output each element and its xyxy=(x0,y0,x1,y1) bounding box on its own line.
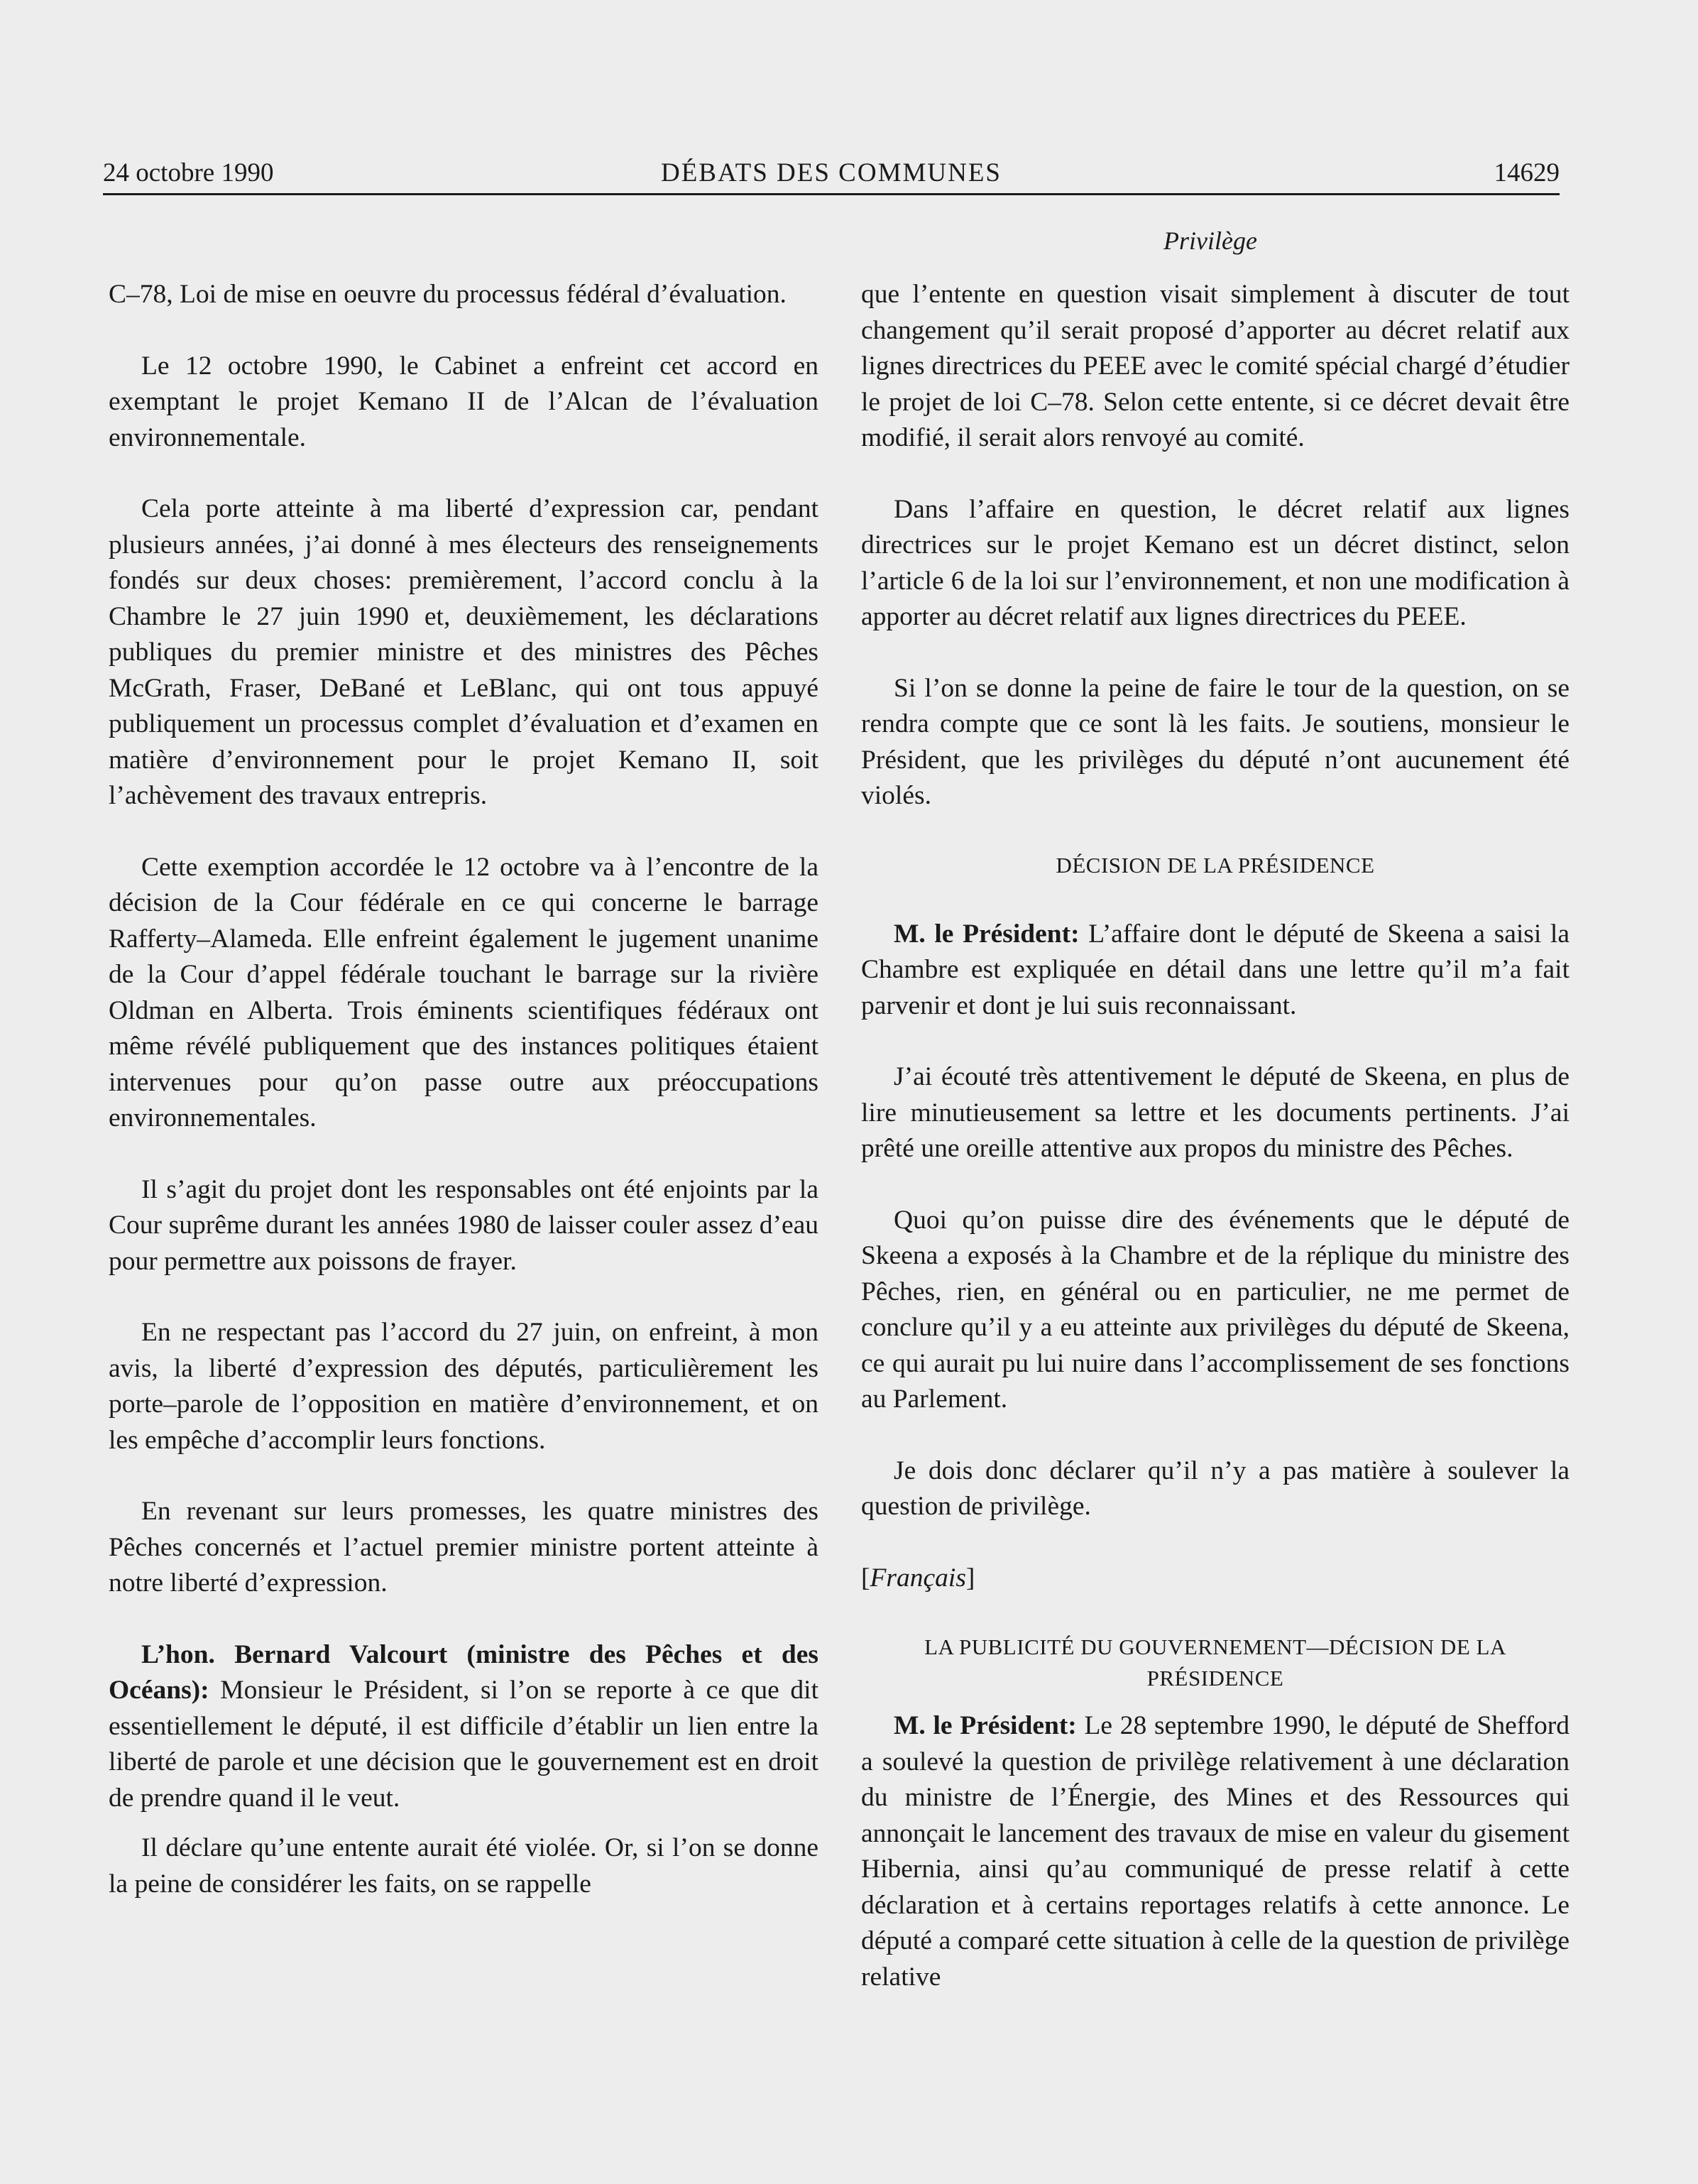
left-column xyxy=(109,277,818,1902)
paragraph: En revenant sur leurs promesses, les quatre ministres des Pêches concernés et l’actuel premier ministre portent atteinte à notre liberté d’expression. xyxy=(109,1497,818,1598)
paragraph: Le 12 octobre 1990, le Cabinet a enfreint cet accord en exemptant le projet Kemano II de l’Alcan de l’évaluation environnementale. xyxy=(109,351,818,452)
speech-text: L’affaire dont le député de Skeena a saisi la Chambre est expliquée en détail dans une lettre qu’il m’a fait parvenir et dont je lui suis reconnaissant. xyxy=(861,919,1570,1020)
paragraph xyxy=(861,1708,1570,1995)
paragraph: J’ai écouté très attentivement le député de Skeena, en plus de lire minutieusement sa lettre et les documents pertinents. J’ai prêté une oreille attentive aux propos du ministre des Pêches. xyxy=(861,1062,1570,1163)
paragraph: Quoi qu’on puisse dire des événements que le député de Skeena a exposés à la Chambre et de la réplique du ministre des Pêches, rien, en général ou en particulier, ne me permet de conclure qu’il y a eu atteinte aux privilèges du député de Skeena, ce qui aurait pu lui nuire dans l’accomplissement de ses fonctions au Parlement. xyxy=(861,1205,1570,1414)
paragraph: Il s’agit du projet dont les responsables ont été enjoints par la Cour suprême durant les années 1980 de laisser couler assez d’eau pour permettre aux poissons de frayer. xyxy=(109,1174,818,1276)
paragraph: C–78, Loi de mise en oeuvre du processus fédéral d’évaluation. xyxy=(109,280,787,309)
paragraph: Il déclare qu’une entente aurait été violée. Or, si l’on se donne la peine de considérer les faits, on se rappelle xyxy=(109,1833,818,1899)
speaker-name: L’hon. Bernard Valcourt (ministre des Pêches et des Océans): xyxy=(109,1639,818,1705)
paragraph: En ne respectant pas l’accord du 27 juin, on enfreint, à mon avis, la liberté d’expression des députés, particulièrement les porte–parole de l’opposition en matière d’environnement, et on les empêche d’accomplir leurs fonctions. xyxy=(109,1318,818,1455)
paragraph xyxy=(109,1637,818,1817)
paragraph: Dans l’affaire en question, le décret relatif aux lignes directrices sur le projet Kemano est un décret distinct, selon l’article 6 de la loi sur l’environnement, et non une modification à apporter au décret relatif aux lignes directrices du PEEE. xyxy=(861,494,1570,631)
header-title: DÉBATS DES COMMUNES xyxy=(660,158,1002,187)
running-head: Privilège xyxy=(1163,226,1257,255)
section-heading: LA PUBLICITÉ DU GOUVERNEMENT—DÉCISION DE LA PRÉSIDENCE xyxy=(924,1634,1506,1691)
right-column xyxy=(861,277,1570,1995)
language-name: Français xyxy=(870,1563,966,1593)
speaker-name: M. le Président: xyxy=(894,919,1080,949)
speech-text: Monsieur le Président, si l’on se reporte à ce que dit essentiellement le député, il est difficile d’établir un lien entre la liberté de parole et une décision que le gouvernement est en droit de prendre quand il le veut. xyxy=(109,1676,818,1813)
paragraph xyxy=(861,917,1570,1025)
speech-text: Le 28 septembre 1990, le député de Shefford a soulevé la question de privilège relativement à une déclaration du ministre de l’Énergie, des Mines et des Ressources qui annonçait le lancement des travaux de mise en valeur du gisement Hibernia, ainsi qu’au communiqué de presse relatif à cette déclaration et à certains reportages relatifs à cette annonce. Le député a comparé cette situation à celle de la question de privilège relative xyxy=(861,1711,1570,1992)
page-header xyxy=(103,151,1560,195)
speaker-name: M. le Président: xyxy=(894,1711,1077,1740)
section-heading: DÉCISION DE LA PRÉSIDENCE xyxy=(1056,852,1375,878)
language-tag: [Français] xyxy=(861,1563,975,1593)
paragraph: Je dois donc déclarer qu’il n’y a pas matière à soulever la question de privilège. xyxy=(861,1456,1570,1521)
header-date: 24 octobre 1990 xyxy=(103,158,274,187)
paragraph: Si l’on se donne la peine de faire le tour de la question, on se rendra compte que ce sont là les faits. Je soutiens, monsieur le Président, que les privilèges du député n’ont aucunement été violés. xyxy=(861,673,1570,810)
paragraph: Cela porte atteinte à ma liberté d’expression car, pendant plusieurs années, j’ai donné à mes électeurs des renseignements fondés sur deux choses: premièrement, l’accord conclu à la Chambre le 27 juin 1990 et, deuxièmement, les déclarations publiques du premier ministre et des ministres des Pêches McGrath, Fraser, DeBané et LeBlanc, qui ont tous appuyé publiquement un processus complet d’évaluation et d’examen en matière d’environnement pour le projet Kemano II, soit l’achèvement des travaux entrepris. xyxy=(109,494,818,810)
header-page-number: 14629 xyxy=(1494,158,1560,187)
paragraph: Cette exemption accordée le 12 octobre va à l’encontre de la décision de la Cour fédérale en ce qui concerne le barrage Rafferty–Alameda. Elle enfreint également le jugement unanime de la Cour d’appel fédérale touchant le barrage sur la rivière Oldman en Alberta. Trois éminents scientifiques fédéraux ont même révélé publiquement que des instances politiques étaient intervenues pour qu’on passe outre aux préoccupations environnementales. xyxy=(109,852,818,1132)
paragraph: que l’entente en question visait simplement à discuter de tout changement qu’il serait proposé d’apporter au décret relatif aux lignes directrices du PEEE avec le comité spécial chargé d’étudier le projet de loi C–78. Selon cette entente, si ce décret devait être modifié, il serait alors renvoyé au comité. xyxy=(861,280,1570,452)
